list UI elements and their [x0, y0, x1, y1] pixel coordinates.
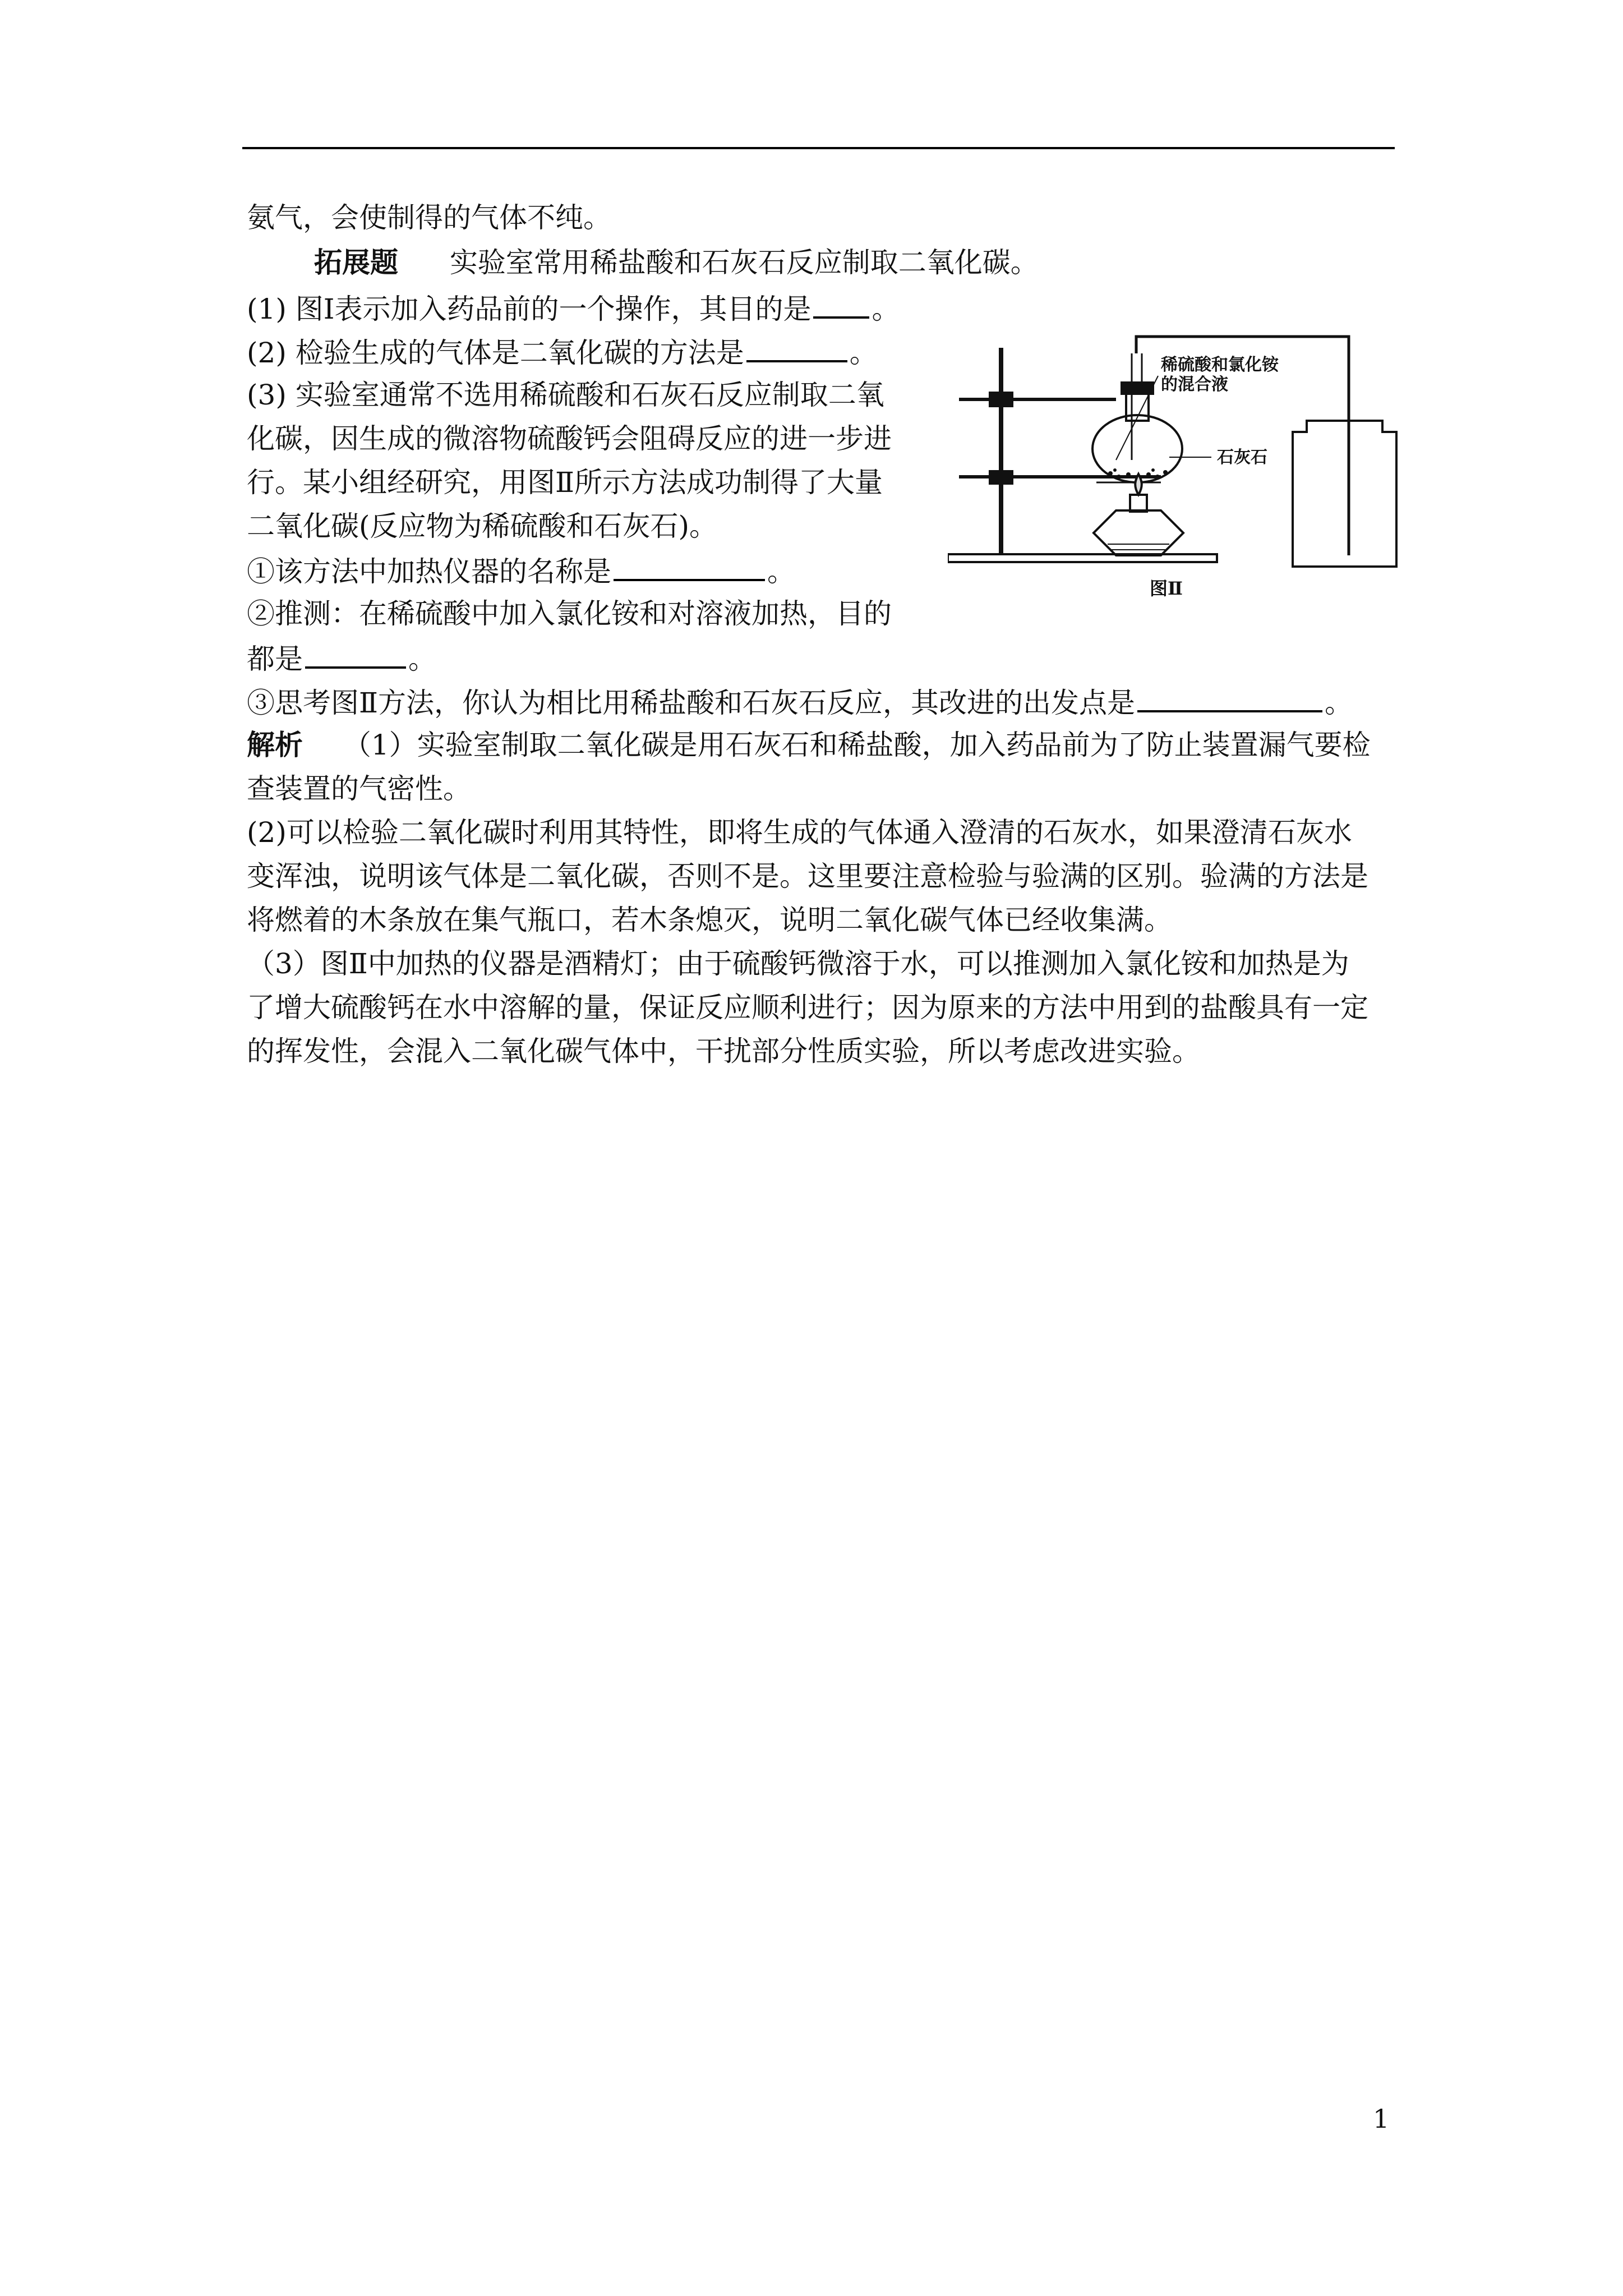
label-limestone: 石灰石 [1217, 448, 1267, 467]
alcohol-lamp [1094, 510, 1183, 555]
question-3-sub-3: ③思考图Ⅱ方法，你认为相比用稀盐酸和石灰石反应，其改进的出发点是 。 [247, 683, 1353, 721]
question-3-line-2: 化碳，因生成的微溶物硫酸钙会阻碍反应的进一步进 [247, 422, 892, 455]
analysis-line-3: (2)可以检验二氧化碳时利用其特性，即将生成的气体通入澄清的石灰水，如果澄清石灰水 [247, 816, 1352, 849]
figure-caption: 图Ⅱ [1150, 578, 1183, 599]
analysis-line-5: 将燃着的木条放在集气瓶口，若木条熄灭，说明二氧化碳气体已经收集满。 [247, 904, 1172, 936]
answer-blank [1137, 683, 1322, 712]
analysis-line-4: 变浑浊，说明该气体是二氧化碳，否则不是。这里要注意检验与验满的区别。验满的方法是 [247, 860, 1368, 892]
collection-bottle [1293, 421, 1396, 567]
question-3-sub-2: ②推测：在稀硫酸中加入氯化铵和对溶液加热，目的 [247, 597, 892, 630]
header-rule [242, 147, 1395, 149]
apparatus-figure-ii [948, 314, 1413, 639]
analysis-line-7: 了增大硫酸钙在水中溶解的量，保证反应顺利进行；因为原来的方法中用到的盐酸具有一定 [247, 991, 1368, 1024]
answer-blank [614, 552, 765, 581]
question-3-sub-2-cont: 都是 。 [247, 639, 436, 677]
extension-question-label: 拓展题 [314, 246, 398, 279]
question-3-line-1: (3) 实验室通常不选用稀硫酸和石灰石反应制取二氧 [247, 379, 884, 411]
analysis-line-1: 解析 （1）实验室制取二氧化碳是用石灰石和稀盐酸，加入药品前为了防止装置漏气要检 [247, 728, 1371, 761]
stand-base [948, 554, 1217, 562]
answer-blank [813, 289, 869, 319]
label-mixture-2: 的混合液 [1161, 375, 1228, 394]
question-3-sub-1: ①该方法中加热仪器的名称是 。 [247, 552, 795, 590]
answer-blank [305, 639, 406, 669]
rubber-stopper [1122, 383, 1153, 394]
lamp-flame [1135, 474, 1142, 495]
question-2: (2) 检验生成的气体是二氧化碳的方法是 。 [247, 333, 878, 371]
analysis-line-6: （3）图Ⅱ中加热的仪器是酒精灯；由于硫酸钙微溶于水，可以推测加入氯化铵和加热是为 [247, 947, 1349, 980]
question-1: (1) 图Ⅰ表示加入药品前的一个操作，其目的是 。 [247, 289, 900, 327]
text-line-1: 氨气，会使制得的气体不纯。 [247, 201, 611, 234]
question-3-line-3: 行。某小组经研究，用图Ⅱ所示方法成功制得了大量 [247, 466, 883, 499]
question-3-line-4: 二氧化碳(反应物为稀硫酸和石灰石)。 [247, 510, 718, 542]
flask-body [1092, 415, 1182, 482]
extension-question-intro: 拓展题 实验室常用稀盐酸和石灰石反应制取二氧化碳。 [314, 246, 1039, 279]
label-mixture: 稀硫酸和氯化铵 [1161, 355, 1279, 375]
analysis-line-2: 查装置的气密性。 [247, 772, 471, 805]
analysis-label: 解析 [247, 728, 303, 761]
page-number: 1 [1373, 2104, 1390, 2134]
clamp-boss [990, 393, 1012, 406]
answer-blank [746, 333, 847, 362]
analysis-line-8: 的挥发性，会混入二氧化碳气体中，干扰部分性质实验，所以考虑改进实验。 [247, 1035, 1200, 1068]
